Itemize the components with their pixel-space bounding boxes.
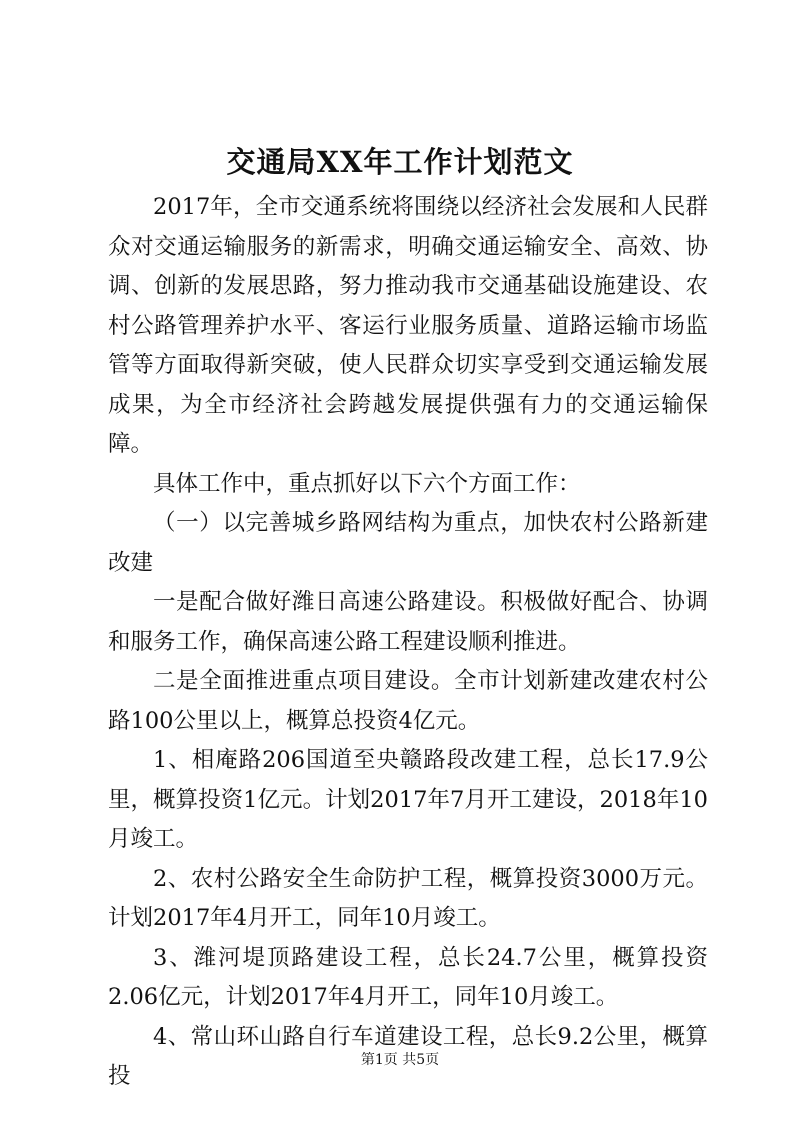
document-body (108, 188, 708, 1097)
paragraph-project-4: 4、常山环山路自行车道建设工程，总长9.2公里，概算投 (108, 1023, 708, 1089)
paragraph-item-1: 一是配合做好潍日高速公路建设。积极做好配合、协调和服务工作，确保高速公路工程建设顺利推进。 (108, 589, 708, 655)
paragraph-overview: 具体工作中，重点抓好以下六个方面工作： (153, 470, 581, 497)
paragraph-intro: 2017年，全市交通系统将围绕以经济社会发展和人民群众对交通运输服务的新需求，明确交通运输安全、高效、协调、创新的发展思路，努力推动我市交通基础设施建设、农村公路管理养护水平、客运行业服务质量、道路运输市场监管等方面取得新突破，使人民群众切实享受到交通运输发展成果，为全市经济社会跨越发展提供强有力的交通运输保障。 (108, 194, 708, 457)
paragraph-section-heading: （一）以完善城乡路网结构为重点，加快农村公路新建改建 (108, 510, 708, 576)
paragraph-project-1: 1、相庵路206国道至央赣路段改建工程，总长17.9公里，概算投资1亿元。计划2017年7月开工建设，2018年10月竣工。 (108, 747, 708, 852)
paragraph-project-3: 3、潍河堤顶路建设工程，总长24.7公里，概算投资2.06亿元，计划2017年4月开工，同年10月竣工。 (108, 944, 708, 1010)
paragraph-item-2: 二是全面推进重点项目建设。全市计划新建改建农村公路100公里以上，概算总投资4亿元。 (108, 668, 708, 734)
document-title: 交通局XX年工作计划范文 (226, 145, 574, 179)
paragraph-project-2: 2、农村公路安全生命防护工程，概算投资3000万元。计划2017年4月开工，同年10月竣工。 (108, 865, 708, 931)
page-footer: 第1页 共5页 (360, 1052, 440, 1068)
